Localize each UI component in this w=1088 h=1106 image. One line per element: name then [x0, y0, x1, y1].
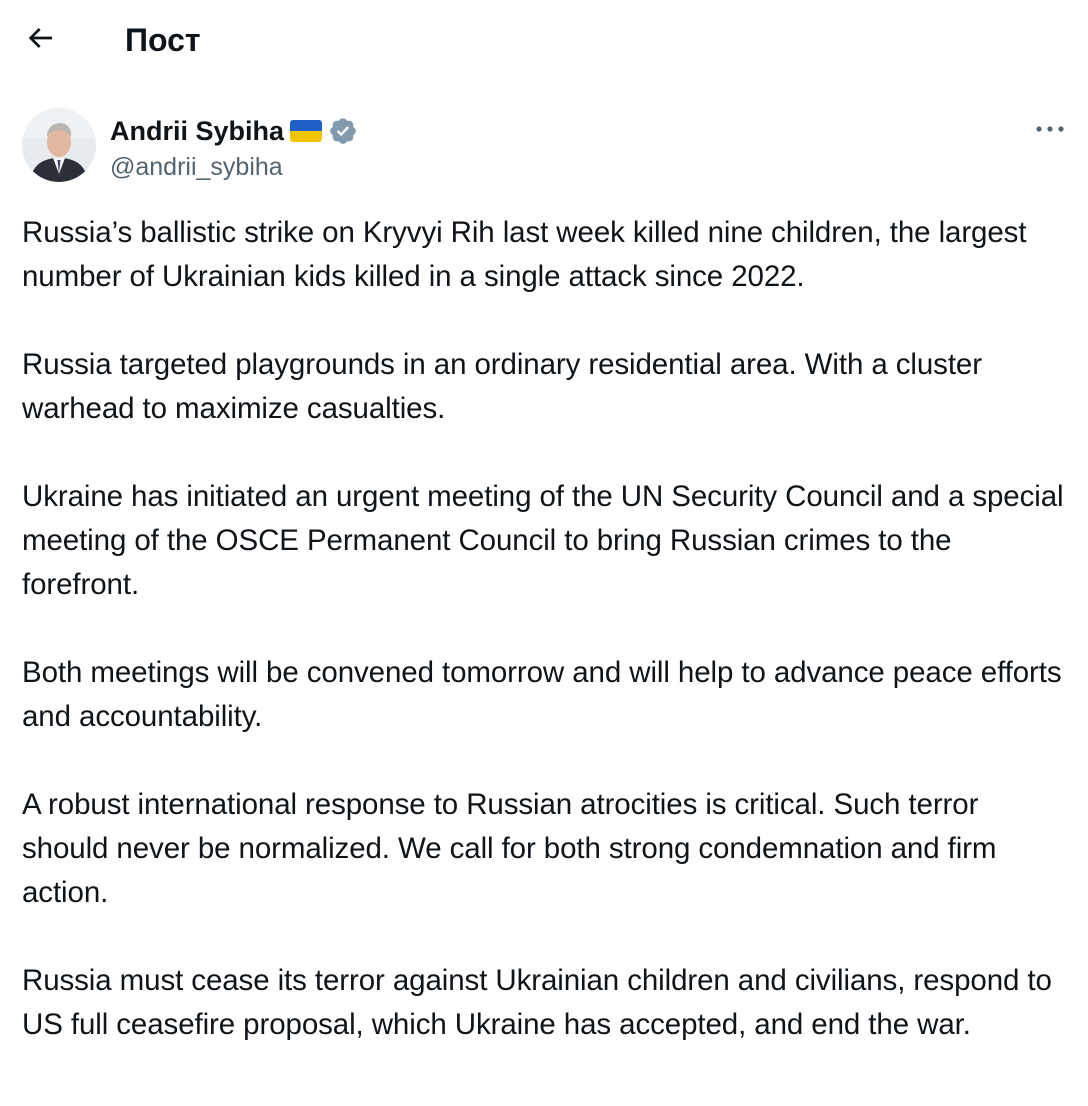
post-paragraph: A robust international response to Russian atrocities is critical. Such terror should never be normalized. We call for both strong condemnation and firm action. [22, 788, 997, 909]
ukraine-flag-icon [290, 120, 322, 142]
post-paragraph: Both meetings will be convened tomorrow and will help to advance peace efforts and accountability. [22, 656, 1062, 733]
user-handle[interactable]: @andrii_sybiha [110, 153, 283, 181]
top-bar [0, 0, 1088, 80]
avatar[interactable] [22, 108, 96, 182]
back-button[interactable] [20, 20, 60, 60]
post-text [22, 211, 1072, 1047]
verified-badge-icon[interactable] [328, 116, 358, 146]
display-name[interactable]: Andrii Sybiha [110, 116, 285, 146]
post-paragraph: Ukraine has initiated an urgent meeting of the UN Security Council and a special meeting of the OSCE Permanent Council to bring Russian crimes to the forefront. [22, 480, 1064, 601]
page-title: Пост [125, 22, 201, 58]
post-author [22, 108, 1072, 184]
post-paragraph: Russia’s ballistic strike on Kryvyi Rih last week killed nine children, the largest number of Ukrainian kids killed in a single attack since 2022. [22, 216, 1027, 293]
post-paragraph: Russia must cease its terror against Ukrainian children and civilians, respond to US full ceasefire proposal, which Ukraine has accepted, and end the war. [22, 964, 1052, 1041]
display-name-row [110, 112, 358, 150]
arrow-left-icon [24, 22, 56, 59]
post-paragraph: Russia targeted playgrounds in an ordinary residential area. With a cluster warhead to maximize casualties. [22, 348, 982, 425]
more-horizontal-icon [1034, 121, 1066, 139]
more-options-button[interactable] [1030, 118, 1070, 142]
